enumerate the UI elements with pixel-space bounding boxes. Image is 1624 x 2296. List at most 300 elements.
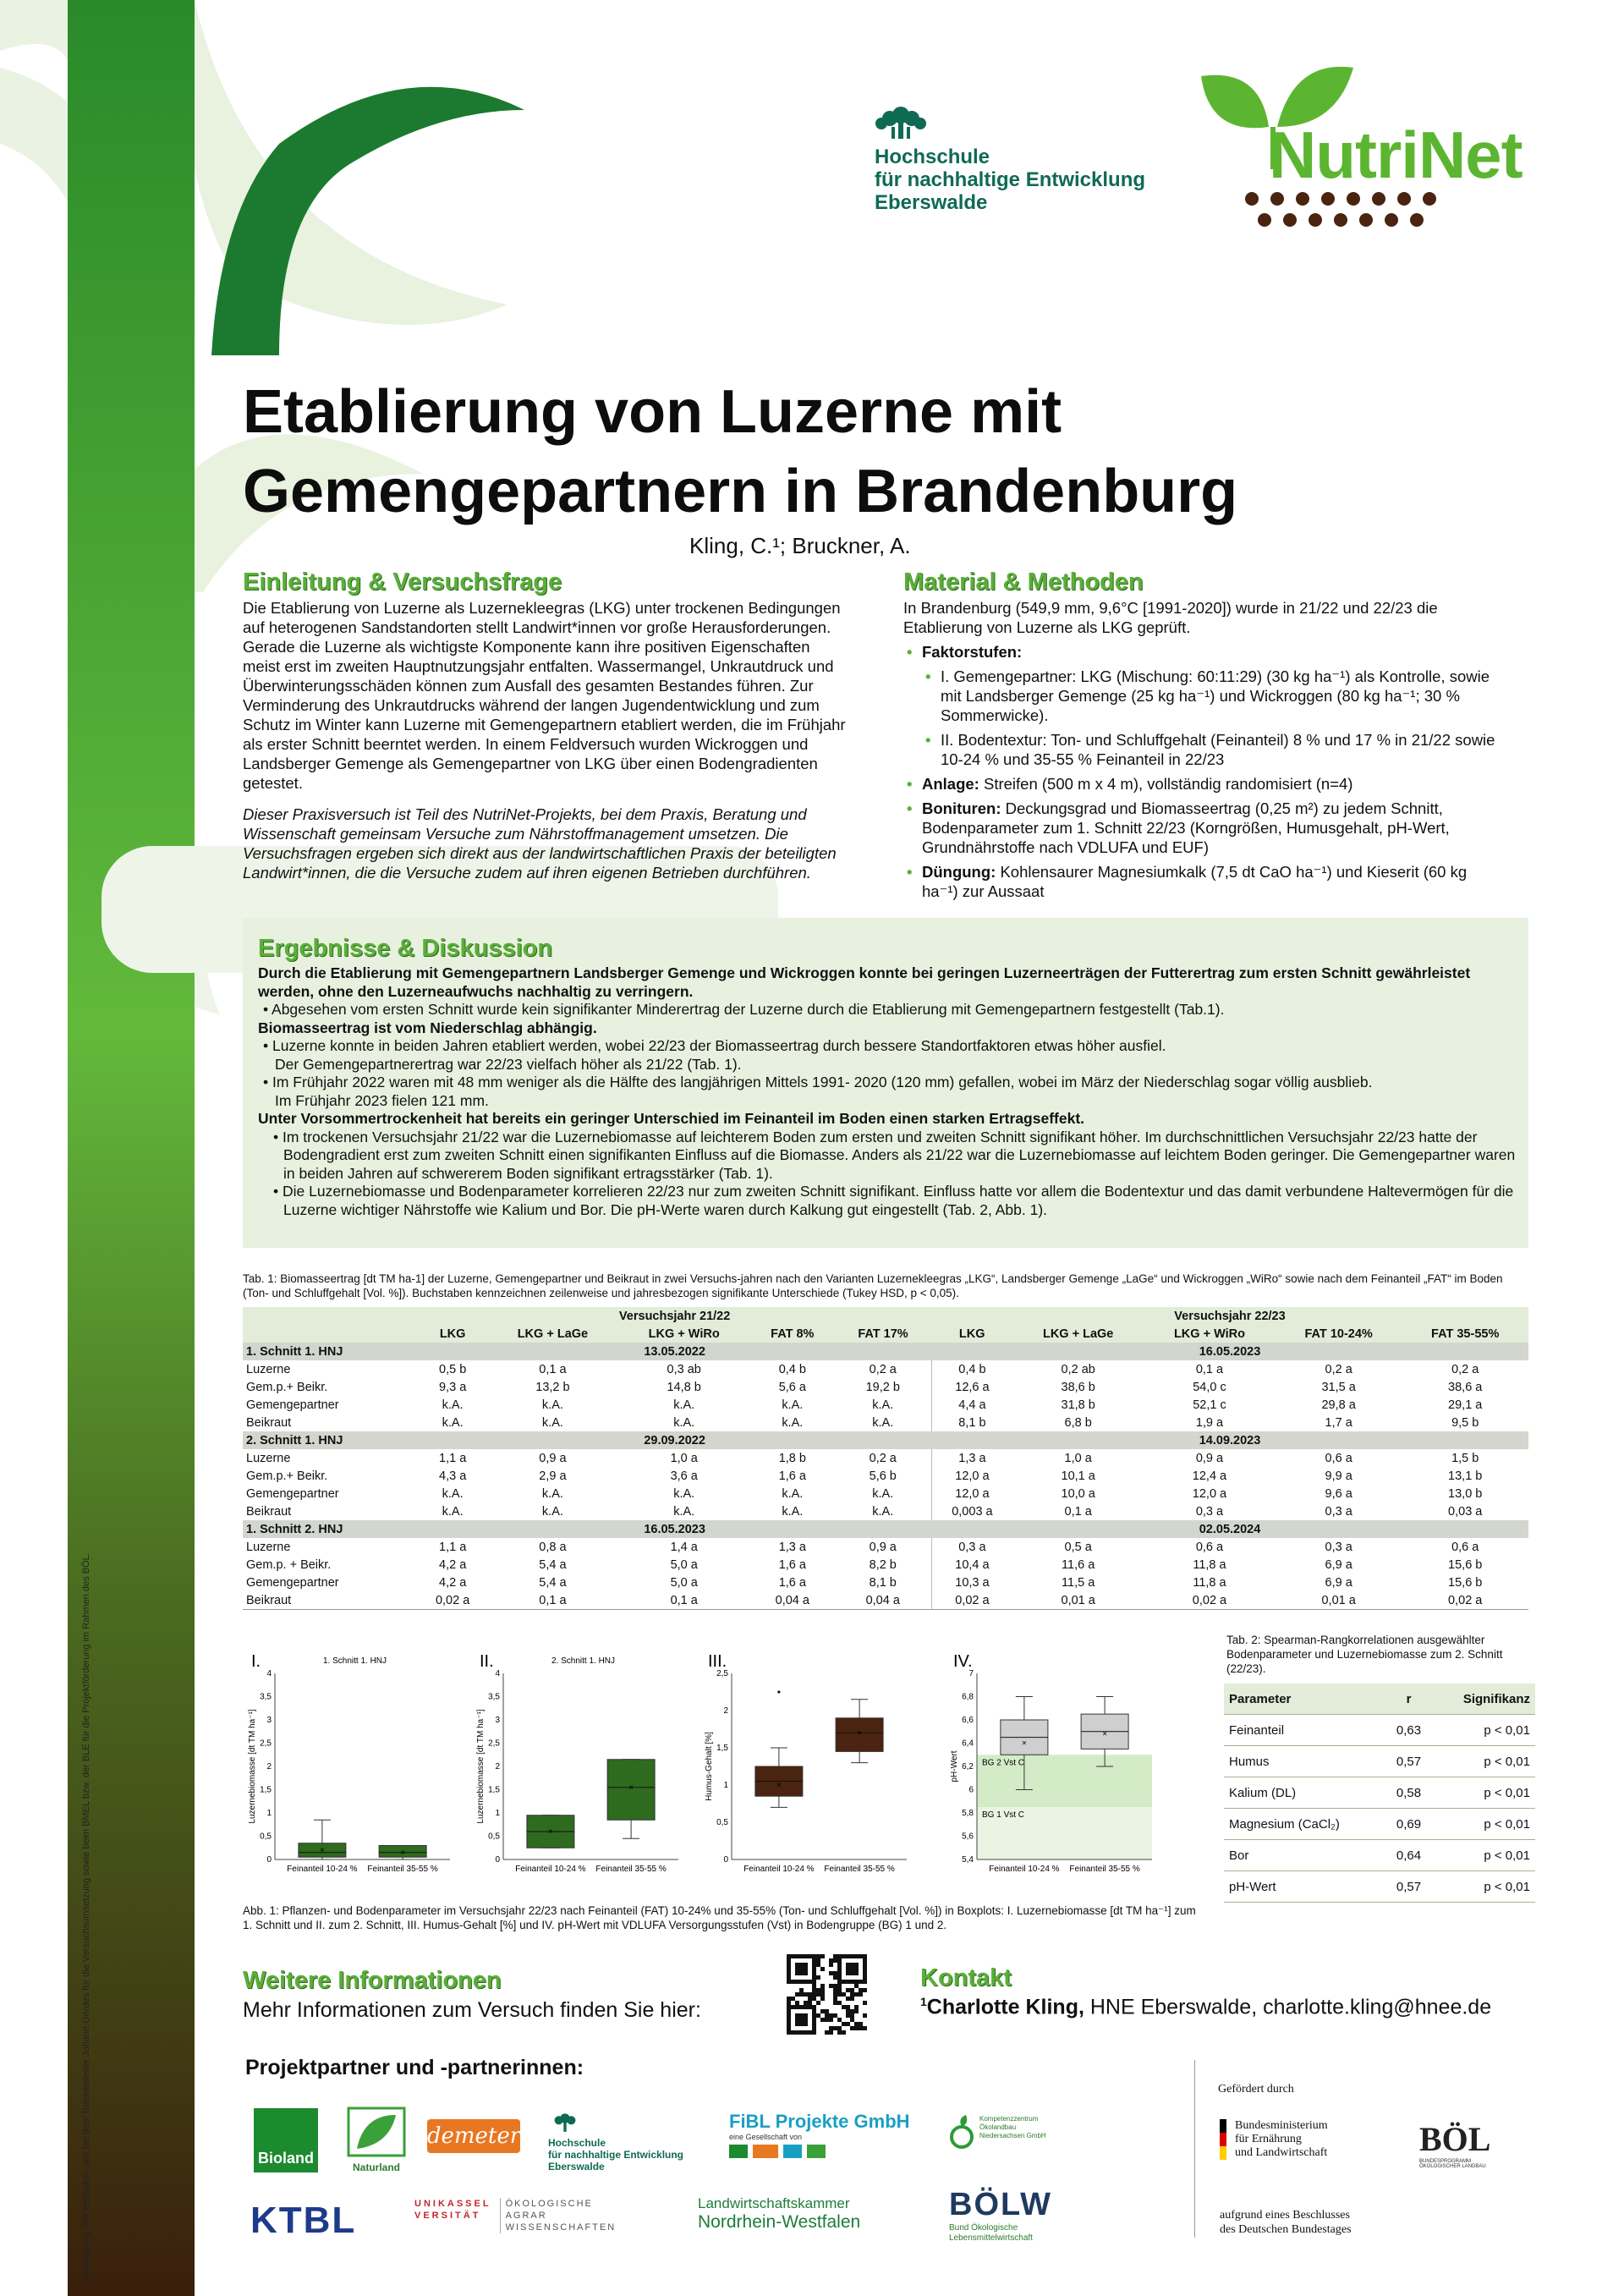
contact-name: Charlotte Kling,	[926, 1995, 1084, 2019]
results-finding-1: Durch die Etablierung mit Gemengepartnern Landsberger Gemenge und Wickroggen konnte bei geringen Luzerneerträgen der Futterertrag zum ersten Schnitt gewährleistet werden, ohne den Luzerneaufwuchs nachhaltig zu verringern.	[258, 964, 1471, 1000]
qr-code-icon	[787, 1954, 867, 2035]
table-cell: k.A.	[541, 1398, 563, 1412]
german-flag-icon	[1220, 2119, 1226, 2160]
table-cell: 0,3 a	[1195, 1504, 1224, 1519]
table-cell: 31,8 b	[1061, 1398, 1095, 1412]
qr-code[interactable]	[787, 1954, 867, 2035]
param-significance: p < 0,01	[1432, 1746, 1535, 1777]
table-cell: k.A.	[541, 1504, 563, 1519]
param-r: 0,64	[1385, 1840, 1432, 1871]
chart-y-tick-label: 2	[495, 1762, 500, 1771]
chart-x-tick-label: Feinanteil 10-24 %	[743, 1865, 815, 1874]
section-date-2122: 16.05.2023	[418, 1520, 931, 1538]
chart-title: 2. Schnitt 1. HNJ	[551, 1656, 616, 1666]
param-significance: p < 0,01	[1432, 1777, 1535, 1809]
table-cell: 14,8 b	[667, 1380, 701, 1394]
table-col-header: FAT 10-24%	[1276, 1325, 1402, 1343]
table-cell: k.A.	[442, 1398, 464, 1412]
table-cell: k.A.	[673, 1415, 695, 1430]
chart-y-tick-label: 5,6	[962, 1832, 974, 1842]
chart-title: 1. Schnitt 1. HNJ	[323, 1656, 387, 1666]
table-cell: 0,1 a	[487, 1591, 618, 1610]
param-name: Feinanteil	[1224, 1715, 1385, 1746]
table-cell: 0,2 a	[1325, 1362, 1352, 1376]
chart-y-tick-label: 3	[495, 1716, 500, 1725]
table-cell: 0,01 a	[1012, 1591, 1144, 1610]
table-cell: 0,03 a	[1448, 1504, 1483, 1519]
section-date-2122: 29.09.2022	[418, 1431, 931, 1449]
table-cell: 11,8 a	[1193, 1557, 1226, 1572]
table-col-header: LKG + WiRo	[618, 1325, 750, 1343]
chart-y-tick-label: 6,6	[962, 1716, 974, 1725]
col-parameter: Parameter	[1224, 1684, 1385, 1715]
table-row	[243, 1378, 1528, 1396]
table-cell: 10,3 a	[931, 1574, 1012, 1591]
row-label: Luzerne	[246, 1451, 291, 1465]
chart-y-tick-label: 1,5	[716, 1744, 728, 1753]
table-cell: 0,5 a	[1064, 1540, 1092, 1554]
table-cell: 52,1 c	[1193, 1398, 1226, 1412]
table-col-header: LKG	[418, 1325, 487, 1343]
chart-x-tick-label: Feinanteil 35-55 %	[1069, 1865, 1140, 1874]
contact-heading: Kontakt	[920, 1964, 1012, 1991]
table-cell: 9,5 b	[1451, 1415, 1479, 1430]
table-cell: 0,4 b	[931, 1360, 1012, 1378]
chart-y-tick-label: 6,4	[962, 1738, 974, 1749]
hnee-tree-icon	[871, 102, 930, 140]
section-date-2223: 14.09.2023	[931, 1431, 1528, 1449]
table-cell: 4,3 a	[439, 1469, 467, 1483]
chart-y-tick-label: 6	[968, 1785, 974, 1795]
table-cell: 0,02 a	[1402, 1591, 1528, 1610]
fibl-logo: FiBL Projekte GmbH eine Gesellschaft von	[729, 2111, 910, 2158]
table2-container	[1224, 1684, 1535, 1903]
chart-panel-label: II.	[480, 1652, 494, 1671]
results-point-3: • Im Frühjahr 2022 waren mit 48 mm weniger als die Hälfte des langjährigen Mittels 1991- 2020 (120 mm) gefallen, wobei im März der Niederschlag sogar völlig ausblieb.	[263, 1074, 1373, 1090]
table-cell: k.A.	[673, 1398, 695, 1412]
table-cell: 3,6 a	[670, 1469, 698, 1483]
chart-y-label: Humus-Gehalt [%]	[705, 1732, 714, 1801]
table-section-row	[243, 1431, 1528, 1449]
section-label: 2. Schnitt 1. HNJ	[243, 1431, 418, 1449]
chart-x-tick-label: Feinanteil 35-55 %	[595, 1865, 667, 1874]
table-cell: 5,4 a	[539, 1575, 567, 1590]
ktbl-logo: KTBL	[250, 2200, 357, 2241]
table-cell: 1,4 a	[670, 1540, 698, 1554]
table-cell: 0,1 a	[539, 1362, 567, 1376]
results-heading: Ergebnisse & Diskussion	[258, 935, 553, 962]
chart-y-tick-label: 6,2	[962, 1762, 974, 1771]
table-cell: k.A.	[673, 1504, 695, 1519]
table-cell: 0,2 a	[869, 1451, 897, 1465]
chart-y-label: Luzernebiomasse [dt TM ha⁻¹]	[476, 1709, 486, 1824]
table-cell: k.A.	[442, 1504, 464, 1519]
table-cell: 4,2 a	[439, 1557, 467, 1572]
hnee-logo	[871, 102, 930, 145]
authors: Kling, C.¹; Bruckner, A.	[689, 533, 911, 558]
table-cell: 0,1 a	[1064, 1504, 1092, 1519]
table-cell: k.A.	[782, 1504, 804, 1519]
table-cell: k.A.	[872, 1415, 894, 1430]
table-cell: 0,003 a	[931, 1502, 1012, 1520]
table-col-header: LKG	[931, 1325, 1012, 1343]
year-header-2122: Versuchsjahr 21/22	[418, 1307, 931, 1325]
nutrinet-logo	[1193, 51, 1531, 237]
methods-text	[903, 598, 1504, 906]
chart-x-tick-label: Feinanteil 35-55 %	[367, 1865, 438, 1874]
chart-y-tick-label: 3,5	[488, 1692, 500, 1702]
table-row	[243, 1574, 1528, 1591]
contact-details: HNE Eberswalde, charlotte.kling@hnee.de	[1084, 1995, 1492, 2019]
chart-y-tick-label: 5,4	[962, 1855, 974, 1865]
box-mean-marker: ×	[776, 1781, 782, 1790]
table-cell: 2,9 a	[539, 1469, 567, 1483]
row-label: Beikraut	[246, 1504, 292, 1519]
year-header-2223: Versuchsjahr 22/23	[931, 1307, 1528, 1325]
table-cell: 0,01 a	[1276, 1591, 1402, 1610]
table-cell: k.A.	[442, 1486, 464, 1501]
faktor-gemengepartner: • I. Gemengepartner: LKG (Mischung: 60:11:29) (30 kg ha⁻¹) als Kontrolle, sowie mit Landsberger Gemenge (25 kg ha⁻¹) und Wickroggen (80 kg ha⁻¹; 30 % Sommerwicke).	[941, 667, 1504, 725]
chart-y-tick-label: 1,5	[260, 1785, 272, 1795]
table-cell: 11,5 a	[1062, 1575, 1095, 1590]
table-cell: 38,6 a	[1448, 1380, 1483, 1394]
biomass-table	[243, 1307, 1528, 1610]
table-cell: 0,9 a	[539, 1451, 567, 1465]
results-point-1: • Abgesehen vom ersten Schnitt wurde kein signifikanter Minderertrag der Luzerne durch die Etablierung mit Gemengepartnern festgestellt (Tab.1).	[263, 1001, 1225, 1018]
table-cell: k.A.	[673, 1486, 695, 1501]
chart-y-tick-label: 0	[723, 1855, 728, 1865]
table-cell: 0,3 a	[1325, 1504, 1352, 1519]
table-cell: 0,2 a	[869, 1362, 897, 1376]
methods-bonituren: • Bonituren: Deckungsgrad und Biomasseertrag (0,25 m²) zu jedem Schnitt, Bodenparameter zum 1. Schnitt 22/23 (Korngrößen, Humusgehalt, pH-Wert, Grundnährstoffe nach VDLUFA und EUF)	[922, 799, 1504, 857]
table-row	[1224, 1871, 1535, 1903]
row-label: Gem.p.+ Beikr.	[246, 1469, 328, 1483]
row-label: Gem.p.+ Beikr.	[246, 1380, 328, 1394]
table-cell: 0,9 a	[1195, 1451, 1224, 1465]
table-cell: 4,2 a	[439, 1575, 467, 1590]
table-cell: 0,1 a	[1195, 1362, 1224, 1376]
table-cell: 0,3 a	[931, 1538, 1012, 1556]
table-cell: k.A.	[541, 1415, 563, 1430]
table1-caption: Tab. 1: Biomasseertrag [dt TM ha-1] der Luzerne, Gemengepartner und Beikraut in zwei Versuchs-jahren nach den Varianten Luzernekleegras „LKG“, Landsberger Gemenge „LaGe“ und Wickroggen „WiRo“ sowie nach dem Feinanteil „FAT“ im Boden (Ton- und Schluffgehalt [Vol. %]). Buchstaben kennzeichnen zeilenweise und jahresbezogen signifikante Unterschiede (Tukey HSD, p < 0,05).	[243, 1272, 1503, 1299]
chart-panel-label: I.	[251, 1652, 261, 1671]
section-label: 1. Schnitt 1. HNJ	[243, 1343, 418, 1360]
chart-y-tick-label: 6,8	[962, 1692, 974, 1702]
table-cell: 0,02 a	[1144, 1591, 1276, 1610]
intro-heading: Einleitung & Versuchsfrage	[243, 569, 562, 596]
table1-container	[243, 1307, 1528, 1610]
table-section-row	[243, 1343, 1528, 1360]
chart-band-label: BG 1 Vst C	[982, 1810, 1025, 1821]
funding-divider	[1194, 2060, 1195, 2238]
row-label: Beikraut	[243, 1591, 418, 1610]
param-name: pH-Wert	[1224, 1871, 1385, 1903]
correlation-table	[1224, 1684, 1535, 1903]
param-significance: p < 0,01	[1432, 1715, 1535, 1746]
table-cell: 5,4 a	[539, 1557, 567, 1572]
table-cell: 13,0 b	[1448, 1486, 1483, 1501]
nutrinet-wordmark: NutriNet	[1269, 118, 1522, 192]
table-cell: 10,0 a	[1061, 1486, 1095, 1501]
table-cell: 31,5 a	[1321, 1380, 1356, 1394]
param-name: Magnesium (CaCl₂)	[1224, 1809, 1385, 1840]
table-cell: 9,9 a	[1325, 1469, 1352, 1483]
table-cell: 6,9 a	[1325, 1557, 1352, 1572]
results-finding-2: Biomasseertrag ist vom Niederschlag abhängig.	[258, 1019, 597, 1036]
chart-x-tick-label: Feinanteil 35-55 %	[824, 1865, 895, 1874]
table-cell: 1,6 a	[778, 1575, 806, 1590]
section-date-2122: 13.05.2022	[418, 1343, 931, 1360]
funding-decision: aufgrund eines Beschlusses des Deutschen Bundestages	[1220, 2209, 1352, 2236]
table-cell: 1,3 a	[778, 1540, 806, 1554]
hnee-name: Hochschule für nachhaltige Entwicklung Eberswalde	[875, 146, 1146, 214]
table-row	[1224, 1777, 1535, 1809]
table-cell: k.A.	[541, 1486, 563, 1501]
table-cell: k.A.	[442, 1415, 464, 1430]
naturland-leaf-icon	[347, 2106, 406, 2157]
methods-faktorstufen: • Faktorstufen: • I. Gemengepartner: LKG (Mischung: 60:11:29) (30 kg ha⁻¹) als Kontrolle, sowie mit Landsberger Gemenge (25 kg ha⁻¹) und Wickroggen (80 kg ha⁻¹; 30 % Sommerwicke). • II. Bodentextur: Ton- und Schluffgehalt (Feinanteil) 8 % und 17 % in 21/22 sowie 10-24 % und 35-55 % Feinanteil in 22/23	[922, 642, 1504, 769]
table-row	[243, 1360, 1528, 1378]
section-label: 1. Schnitt 2. HNJ	[243, 1520, 418, 1538]
chart-y-tick-label: 7	[968, 1669, 974, 1678]
table-cell: 8,1 b	[869, 1575, 897, 1590]
table-cell: 15,6 b	[1448, 1557, 1483, 1572]
param-significance: p < 0,01	[1432, 1809, 1535, 1840]
table-cell: 0,5 b	[439, 1362, 467, 1376]
table-cell: 1,0 a	[670, 1451, 698, 1465]
kompetenzzentrum-leaf-icon	[949, 2115, 974, 2150]
table-cell: 1,9 a	[1195, 1415, 1224, 1430]
table-cell: 1,1 a	[439, 1451, 467, 1465]
boel-logo: BÖL BUNDESPROGRAMM ÖKOLOGISCHER LANDBAU	[1419, 2120, 1491, 2169]
poster-title: Etablierung von Luzerne mit Gemengepartnern in Brandenburg	[243, 378, 1238, 525]
chart-y-tick-label: 0,5	[260, 1832, 272, 1842]
param-r: 0,57	[1385, 1746, 1432, 1777]
table-cell: 5,6 b	[869, 1469, 897, 1483]
param-r: 0,69	[1385, 1809, 1432, 1840]
table-row	[243, 1467, 1528, 1485]
chart-panel-label: IV.	[953, 1652, 973, 1671]
box-mean-marker: ×	[1021, 1738, 1027, 1749]
table-row	[243, 1556, 1528, 1574]
table-section-row	[243, 1520, 1528, 1538]
hnee-partner-logo: Hochschule für nachhaltige Entwicklung Eberswalde	[548, 2111, 683, 2172]
section-date-2223: 16.05.2023	[931, 1343, 1528, 1360]
table-cell: 38,6 b	[1061, 1380, 1095, 1394]
chart-x-tick-label: Feinanteil 10-24 %	[287, 1865, 358, 1874]
table-cell: 5,0 a	[670, 1557, 698, 1572]
param-r: 0,58	[1385, 1777, 1432, 1809]
row-label: Gemengepartner	[246, 1398, 339, 1412]
table-row	[243, 1396, 1528, 1414]
param-r: 0,63	[1385, 1715, 1432, 1746]
table-cell: 9,3 a	[439, 1380, 467, 1394]
section-date-2223: 02.05.2024	[931, 1520, 1528, 1538]
methods-anlage: • Anlage: Streifen (500 m x 4 m), vollständig randomisiert (n=4)	[922, 774, 1504, 794]
chart-y-label: pH-Wert	[950, 1750, 959, 1782]
chart-y-tick-label: 2	[266, 1762, 272, 1771]
kompetenzzentrum-logo: Kompetenzzentrum Ökolandbau Niedersachsen GmbH	[949, 2115, 1046, 2150]
table-cell: 0,02 a	[418, 1591, 487, 1610]
table-cell: 4,4 a	[931, 1396, 1012, 1414]
results-point-5: • Die Luzernebiomasse und Bodenparameter korrelieren 22/23 nur zum zweiten Schnitt signifikant. Einfluss hatte vor allem die Bodentextur und das damit verbundene Haltevermögen für die Luzerne wichtiger Nährstoffe wie Kalium und Bor. Die pH-Werte waren durch Kalkung gut eingestellt (Tab. 2, Abb. 1).	[273, 1183, 1514, 1218]
table-cell: 0,3 a	[1325, 1540, 1352, 1554]
table-cell: 11,8 a	[1193, 1575, 1226, 1590]
table-row	[1224, 1746, 1535, 1777]
faktor-bodentextur: • II. Bodentextur: Ton- und Schluffgehalt (Feinanteil) 8 % und 17 % in 21/22 sowie 10-24 % und 35-55 % Feinanteil in 22/23	[941, 730, 1504, 769]
figure1-caption: Abb. 1: Pflanzen- und Bodenparameter im Versuchsjahr 22/23 nach Feinanteil (FAT) 10-24% und 35-55% (Ton- und Schluffgehalt [Vol. %]) in Boxplots: I. Luzernebiomasse [dt TM ha⁻¹] zum 1. Schnitt und II. zum 2. Schnitt, III. Humus-Gehalt [%] und IV. pH-Wert mit VDLUFA Versorgungsstufen (Vst) in Bodengruppe (BG) 1 und 2.	[243, 1904, 1196, 1931]
chart-y-tick-label: 1	[266, 1809, 272, 1818]
table-cell: 0,9 a	[869, 1540, 897, 1554]
table-cell: 12,0 a	[1192, 1486, 1227, 1501]
chart-x-tick-label: Feinanteil 10-24 %	[989, 1865, 1060, 1874]
table-cell: 13,1 b	[1448, 1469, 1483, 1483]
table-cell: 1,7 a	[1325, 1415, 1352, 1430]
table-cell: 19,2 b	[865, 1380, 900, 1394]
box-mean-marker: ×	[547, 1827, 553, 1837]
table-row	[243, 1414, 1528, 1431]
box-outlier	[777, 1690, 780, 1693]
table-cell: 6,8 b	[1064, 1415, 1092, 1430]
box-mean-marker: ×	[857, 1728, 863, 1738]
row-label: Gem.p. + Beikr.	[246, 1557, 332, 1572]
chart-y-tick-label: 2,5	[260, 1738, 272, 1749]
results-point-4: • Im trockenen Versuchsjahr 21/22 war die Luzernebiomasse auf leichterem Boden zum ersten und zweiten Schnitt signifikant höher. Im durchschnittlichen Versuchsjahr 22/23 hatte der Bodengradient erst zum zweiten Schnitt einen signifikanten Einfluss auf die Biomasse. Anders als 21/22 war die Luzernebiomasse auf leichtem Boden geringer. Die Gemengepartner waren in beiden Jahren auf schwererem Boden signifikant ertragsstärker (Tab. 1).	[273, 1128, 1516, 1182]
chart-y-tick-label: 0	[495, 1855, 500, 1865]
table-cell: 0,02 a	[931, 1591, 1012, 1610]
table-row	[243, 1449, 1528, 1467]
table-cell: 5,0 a	[670, 1575, 698, 1590]
table-row	[1224, 1840, 1535, 1871]
table-cell: 5,6 a	[778, 1380, 806, 1394]
table-cell: k.A.	[782, 1415, 804, 1430]
row-label: Luzerne	[246, 1362, 291, 1376]
row-label: Luzerne	[246, 1540, 291, 1554]
table-cell: k.A.	[872, 1398, 894, 1412]
chart-y-tick-label: 0,5	[488, 1832, 500, 1842]
table-cell: 29,8 a	[1321, 1398, 1356, 1412]
acknowledgement: Danksagung: Wir bedanken uns bei dem Betriebsleiter Johann Gerdes für die Versuchsumsetzung sowie beim BMEL bzw. der BLE für die Projektförderung im Rahmen des BÖL.	[81, 1552, 91, 2284]
param-r: 0,57	[1385, 1871, 1432, 1903]
table-cell: 0,6 a	[1195, 1540, 1224, 1554]
table-cell: 0,8 a	[539, 1540, 567, 1554]
chart-y-label: Luzernebiomasse [dt TM ha⁻¹]	[248, 1709, 257, 1824]
intro-paragraph: Die Etablierung von Luzerne als Luzernekleegras (LKG) unter trockenen Bedingungen auf heterogenen Sandstandorten stellt Landwirt*innen vor große Herausforderungen. Gerade die Luzerne als wichtigste Komponente kann ihre positiven Eigenschaften meist erst im zweiten Hauptnutzungsjahr entfalten. Wassermangel, Unkrautdruck und Überwinterungsschäden können zum Ausfall des gesamten Bestandes führen. Zur Verminderung des Unkrautdrucks während der langen Jugendentwicklung und zum Schutz im Winter kann Luzerne mit Gemengepartnern etabliert werden, die im Frühjahr als erster Schnitt beerntet werden. In einem Feldversuch wurden Wickroggen und Landsberger Gemenge als Gemengepartner von LKG über einen Bodengradienten getestet.	[243, 599, 846, 792]
chart-band-label: BG 2 Vst C	[982, 1758, 1025, 1768]
chart-y-tick-label: 2,5	[716, 1669, 728, 1678]
table-cell: 1,1 a	[439, 1540, 467, 1554]
table-col-header: FAT 17%	[835, 1325, 931, 1343]
table-cell: 12,6 a	[931, 1378, 1012, 1396]
funding-label: Gefördert durch	[1218, 2083, 1294, 2096]
table-row	[243, 1502, 1528, 1520]
naturland-logo: Naturland	[347, 2106, 406, 2174]
more-info-heading: Weitere Informationen	[243, 1967, 502, 1994]
col-r: r	[1385, 1684, 1432, 1715]
results-point-3b: Im Frühjahr 2023 fielen 121 mm.	[275, 1091, 489, 1109]
chart-y-tick-label: 5,8	[962, 1809, 974, 1818]
chart-x-tick-label: Feinanteil 10-24 %	[515, 1865, 586, 1874]
table-row	[243, 1485, 1528, 1502]
table-cell: k.A.	[872, 1504, 894, 1519]
table-cell: 0,2 ab	[1061, 1362, 1095, 1376]
table-cell: 29,1 a	[1448, 1398, 1483, 1412]
table-cell: 0,2 a	[1451, 1362, 1479, 1376]
col-significance: Signifikanz	[1432, 1684, 1535, 1715]
box-mean-marker: ×	[1102, 1729, 1108, 1739]
param-name: Kalium (DL)	[1224, 1777, 1385, 1809]
table-cell: 0,3 ab	[667, 1362, 701, 1376]
bolw-logo: BÖLW Bund Ökologische Lebensmittelwirtschaft	[949, 2187, 1052, 2243]
table-cell: k.A.	[872, 1486, 894, 1501]
bmel-logo: Bundesministerium für Ernährung und Landwirtschaft	[1220, 2119, 1328, 2160]
uni-kassel-logo: UNIKASSEL VERSITÄT ÖKOLOGISCHE AGRAR WISSENSCHAFTEN	[414, 2199, 617, 2233]
table-col-header: FAT 35-55%	[1402, 1325, 1528, 1343]
table-cell: 0,04 a	[835, 1591, 931, 1610]
table-cell: 9,6 a	[1325, 1486, 1352, 1501]
row-label: Beikraut	[246, 1415, 292, 1430]
param-name: Bor	[1224, 1840, 1385, 1871]
param-significance: p < 0,01	[1432, 1840, 1535, 1871]
chart-y-tick-label: 4	[266, 1669, 272, 1678]
chart-y-tick-label: 1	[723, 1781, 728, 1790]
contact-text: $^1$Charlotte Kling, HNE Eberswalde, charlotte.kling@hnee.de	[920, 1995, 1492, 2019]
table-cell: 8,2 b	[869, 1557, 897, 1572]
table-cell: 6,9 a	[1325, 1575, 1352, 1590]
chart-y-tick-label: 0,5	[716, 1818, 728, 1827]
table-row	[243, 1591, 1528, 1610]
chart-y-tick-label: 2	[723, 1706, 728, 1716]
table-cell: 11,6 a	[1062, 1557, 1095, 1572]
chart-y-tick-label: 4	[495, 1669, 500, 1678]
param-significance: p < 0,01	[1432, 1871, 1535, 1903]
bioland-logo: Bioland	[254, 2108, 318, 2172]
partners-heading: Projektpartner und -partnerinnen:	[245, 2056, 584, 2079]
row-label: Gemengepartner	[246, 1486, 339, 1501]
box-mean-marker: ×	[628, 1782, 634, 1793]
table-col-header: FAT 8%	[750, 1325, 835, 1343]
table-cell: 12,0 a	[931, 1467, 1012, 1485]
chart-panel-label: III.	[708, 1652, 727, 1671]
box-mean-marker: ×	[400, 1848, 406, 1858]
table-cell: 10,4 a	[931, 1556, 1012, 1574]
results-text	[258, 964, 1518, 1219]
results-finding-3: Unter Vorsommertrockenheit hat bereits ein geringer Unterschied im Feinanteil im Boden einen starken Ertragseffekt.	[258, 1110, 1085, 1127]
table-col-header: LKG + LaGe	[1012, 1325, 1144, 1343]
box-mean-marker: ×	[319, 1846, 325, 1855]
table-cell: 0,04 a	[750, 1591, 835, 1610]
demeter-logo: demeter	[427, 2119, 520, 2153]
chart-y-tick-label: 2,5	[488, 1738, 500, 1749]
table-cell: 12,0 a	[931, 1485, 1012, 1502]
table-cell: 12,4 a	[1192, 1469, 1227, 1483]
boxplot-charts	[243, 1648, 1215, 1893]
table-cell: 0,1 a	[618, 1591, 750, 1610]
results-point-2: • Luzerne konnte in beiden Jahren etabliert werden, wobei 22/23 der Biomasseertrag durch bessere Standortfaktoren etwas höher ausfiel.	[263, 1037, 1166, 1054]
chart-y-tick-label: 3,5	[260, 1692, 272, 1702]
table-cell: 13,2 b	[535, 1380, 570, 1394]
intro-text	[243, 598, 850, 894]
methods-heading: Material & Methoden	[903, 569, 1144, 596]
table2-caption: Tab. 2: Spearman-Rangkorrelationen ausgewählter Bodenparameter und Luzernebiomasse zum 2. Schnitt (22/23).	[1226, 1634, 1503, 1675]
table-row	[1224, 1809, 1535, 1840]
lwk-nrw-logo: Landwirtschaftskammer Nordrhein-Westfalen	[698, 2195, 861, 2232]
table-cell: 1,6 a	[778, 1469, 806, 1483]
table-cell: 8,1 b	[931, 1414, 1012, 1431]
chart-y-tick-label: 1,5	[488, 1785, 500, 1795]
intro-project-note: Dieser Praxisversuch ist Teil des NutriNet-Projekts, bei dem Praxis, Beratung und Wissenschaft gemeinsam Versuche zum Nährstoffmanagement umsetzen. Die Versuchsfragen ergeben sich direkt aus der landwirtschaftlichen Praxis der beteiligten Landwirt*innen, die die Versuche zudem auf ihren eigenen Betrieben durchführen.	[243, 805, 837, 882]
row-label: Gemengepartner	[246, 1575, 339, 1590]
